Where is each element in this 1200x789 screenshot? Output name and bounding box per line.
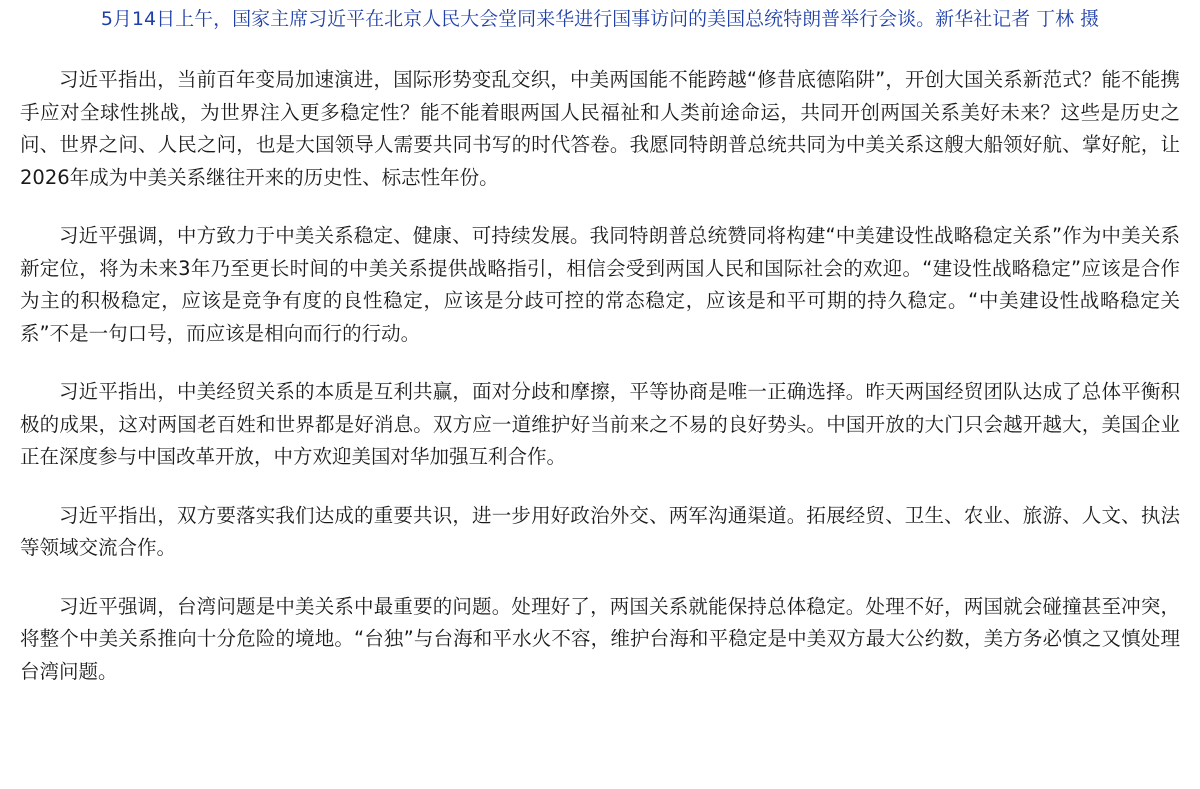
article-paragraph: 习近平强调，台湾问题是中美关系中最重要的问题。处理好了，两国关系就能保持总体稳定。处理不好，两国就会碰撞甚至冲突，将整个中美关系推向十分危险的境地。“台独”与台海和平水火不容，维护台海和平稳定是中美双方最大公约数，美方务必慎之又慎处理台湾问题。 [20,594,1180,683]
article-paragraph: 习近平指出，当前百年变局加速演进，国际形势变乱交织，中美两国能不能跨越“修昔底德陷阱”，开创大国关系新范式？能不能携手应对全球性挑战，为世界注入更多稳定性？能不能着眼两国人民福祉和人类前途命运，共同开创两国关系美好未来？这些是历史之问、世界之问、人民之问，也是大国领导人需要共同书写的时代答卷。我愿同特朗普总统共同为中美关系这艘大船领好航、掌好舵，让2026年成为中美关系继往开来的历史性、标志性年份。 [20,68,1180,189]
article-body [20,64,1180,714]
article-paragraph: 习近平指出，中美经贸关系的本质是互利共赢，面对分歧和摩擦，平等协商是唯一正确选择。昨天两国经贸团队达成了总体平衡积极的成果，这对两国老百姓和世界都是好消息。双方应一道维护好当前来之不易的良好势头。中国开放的大门只会越开越大，美国企业正在深度参与中国改革开放，中方欢迎美国对华加强互利合作。 [20,380,1180,468]
photo-caption: 5月14日上午，国家主席习近平在北京人民大会堂同来华进行国事访问的美国总统特朗普举行会谈。新华社记者 丁林 摄 [100,8,1100,30]
article-paragraph: 习近平指出，双方要落实我们达成的重要共识，进一步用好政治外交、两军沟通渠道。拓展经贸、卫生、农业、旅游、人文、执法等领域交流合作。 [20,503,1180,559]
article-paragraph: 习近平强调，中方致力于中美关系稳定、健康、可持续发展。我同特朗普总统赞同将构建“中美建设性战略稳定关系”作为中美关系新定位，将为未来3年乃至更长时间的中美关系提供战略指引，相信会受到两国人民和国际社会的欢迎。“建设性战略稳定”应该是合作为主的积极稳定，应该是竞争有度的良性稳定，应该是分歧可控的常态稳定，应该是和平可期的持久稳定。“中美建设性战略稳定关系”不是一句口号，而应该是相向而行的行动。 [20,224,1180,345]
